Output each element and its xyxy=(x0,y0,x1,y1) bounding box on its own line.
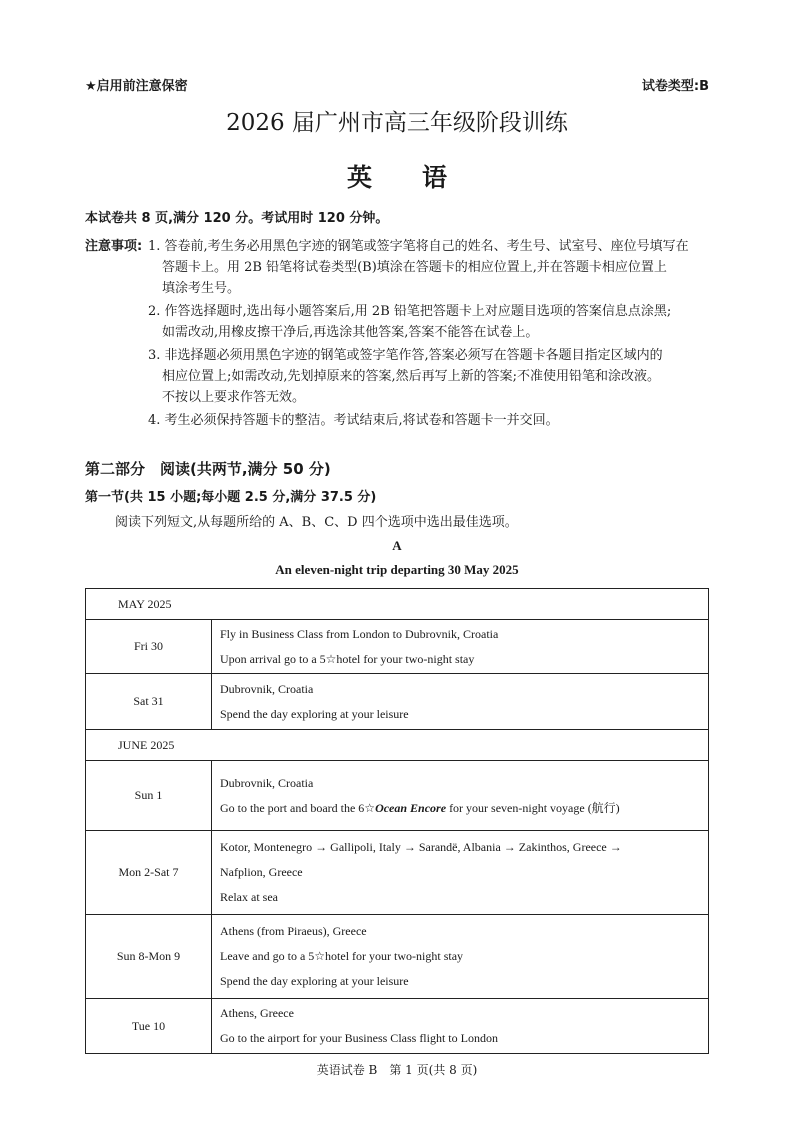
passage-letter: A xyxy=(392,538,402,553)
event-line: Upon arrival go to a 5☆hotel for your two-night stay xyxy=(220,651,475,666)
subject-title: 英 语 xyxy=(346,163,447,192)
day-cell: Sat 31 xyxy=(86,674,212,730)
event-line: Athens (from Piraeus), Greece xyxy=(220,924,367,938)
day-cell: Fri 30 xyxy=(86,620,212,674)
month-header-may: MAY 2025 xyxy=(86,589,709,620)
event-cell xyxy=(212,999,709,1054)
event-line: Dubrovnik, Croatia xyxy=(220,775,314,790)
notice-item-4: 4. 考生必须保持答题卡的整洁。考试结束后,将试卷和答题卡一并交回。 xyxy=(148,413,559,428)
event-line: Go to the airport for your Business Class flight to London xyxy=(220,1031,498,1045)
table-row xyxy=(86,761,709,831)
notice-item-3a: 3. 非选择题必须用黑色字迹的钢笔或签字笔作答,答案必须写在答题卡各题目指定区域内的 xyxy=(148,348,663,363)
event-line: Relax at sea xyxy=(220,890,278,904)
section1-heading: 第一节(共 15 小题;每小题 2.5 分,满分 37.5 分) xyxy=(85,490,377,505)
table-row xyxy=(86,674,709,730)
table-row xyxy=(86,589,709,620)
page-footer: 英语试卷 B 第 1 页(共 8 页) xyxy=(316,1063,478,1077)
table-row xyxy=(86,999,709,1054)
paper-type-label: 试卷类型:B xyxy=(641,79,709,94)
day-cell: Mon 2-Sat 7 xyxy=(86,831,212,915)
event-line: Athens, Greece xyxy=(220,1006,294,1020)
section1-instruction: 阅读下列短文,从每题所给的 A、B、C、D 四个选项中选出最佳选项。 xyxy=(115,515,518,530)
day-cell: Tue 10 xyxy=(86,999,212,1054)
page-title: 2026 届广州市高三年级阶段训练 xyxy=(226,110,568,136)
event-line-pre: Go to the port and board the 6☆ xyxy=(220,800,376,815)
part2-heading: 第二部分 阅读(共两节,满分 50 分) xyxy=(85,460,331,478)
passage-title: An eleven-night trip departing 30 May 2025 xyxy=(275,562,519,577)
table-row xyxy=(86,915,709,999)
event-cell xyxy=(212,915,709,999)
notice-item-2b: 如需改动,用橡皮擦干净后,再选涂其他答案,答案不能答在试卷上。 xyxy=(162,325,539,340)
event-line: Spend the day exploring at your leisure xyxy=(220,974,409,988)
day-cell: Sun 8-Mon 9 xyxy=(86,915,212,999)
itinerary-table xyxy=(85,588,709,1054)
notice-item-1c: 填涂考生号。 xyxy=(162,281,241,296)
table-row xyxy=(86,730,709,761)
notice-label: 注意事项: xyxy=(85,239,143,254)
ship-name: Ocean Encore xyxy=(375,800,447,815)
exam-info: 本试卷共 8 页,满分 120 分。考试用时 120 分钟。 xyxy=(85,211,389,226)
event-line: Dubrovnik, Croatia xyxy=(220,681,314,696)
confidential-label: ★启用前注意保密 xyxy=(85,79,188,94)
notice-item-1a: 1. 答卷前,考生务必用黑色字迹的钢笔或签字笔将自己的姓名、考生号、试室号、座位号填写在 xyxy=(148,239,689,254)
notice-item-3b: 相应位置上;如需改动,先划掉原来的答案,然后再写上新的答案;不准使用铅笔和涂改液。 xyxy=(162,369,661,384)
event-line: Leave and go to a 5☆hotel for your two-night stay xyxy=(220,949,464,963)
event-line: Spend the day exploring at your leisure xyxy=(220,706,409,721)
table-row xyxy=(86,831,709,915)
notice-item-2a: 2. 作答选择题时,选出每小题答案后,用 2B 铅笔把答题卡上对应题目选项的答案信息点涂黑; xyxy=(148,304,672,319)
event-line: Fly in Business Class from London to Dubrovnik, Croatia xyxy=(220,626,499,641)
event-line xyxy=(220,796,708,821)
event-cell xyxy=(212,831,709,915)
event-cell xyxy=(212,620,709,674)
event-line: Kotor, Montenegro → Gallipoli, Italy → Sarandë, Albania → Zakinthos, Greece → xyxy=(220,840,622,854)
event-cell xyxy=(212,761,709,831)
event-cell xyxy=(212,674,709,730)
notice-item-1b: 答题卡上。用 2B 铅笔将试卷类型(B)填涂在答题卡的相应位置上,并在答题卡相应位置上 xyxy=(162,260,667,275)
day-cell: Sun 1 xyxy=(86,761,212,831)
event-line: Nafplion, Greece xyxy=(220,865,303,879)
table-row xyxy=(86,620,709,674)
notice-item-3c: 不按以上要求作答无效。 xyxy=(162,390,306,405)
month-header-june: JUNE 2025 xyxy=(86,730,709,761)
event-line-post: for your seven-night voyage (航行) xyxy=(446,800,620,815)
